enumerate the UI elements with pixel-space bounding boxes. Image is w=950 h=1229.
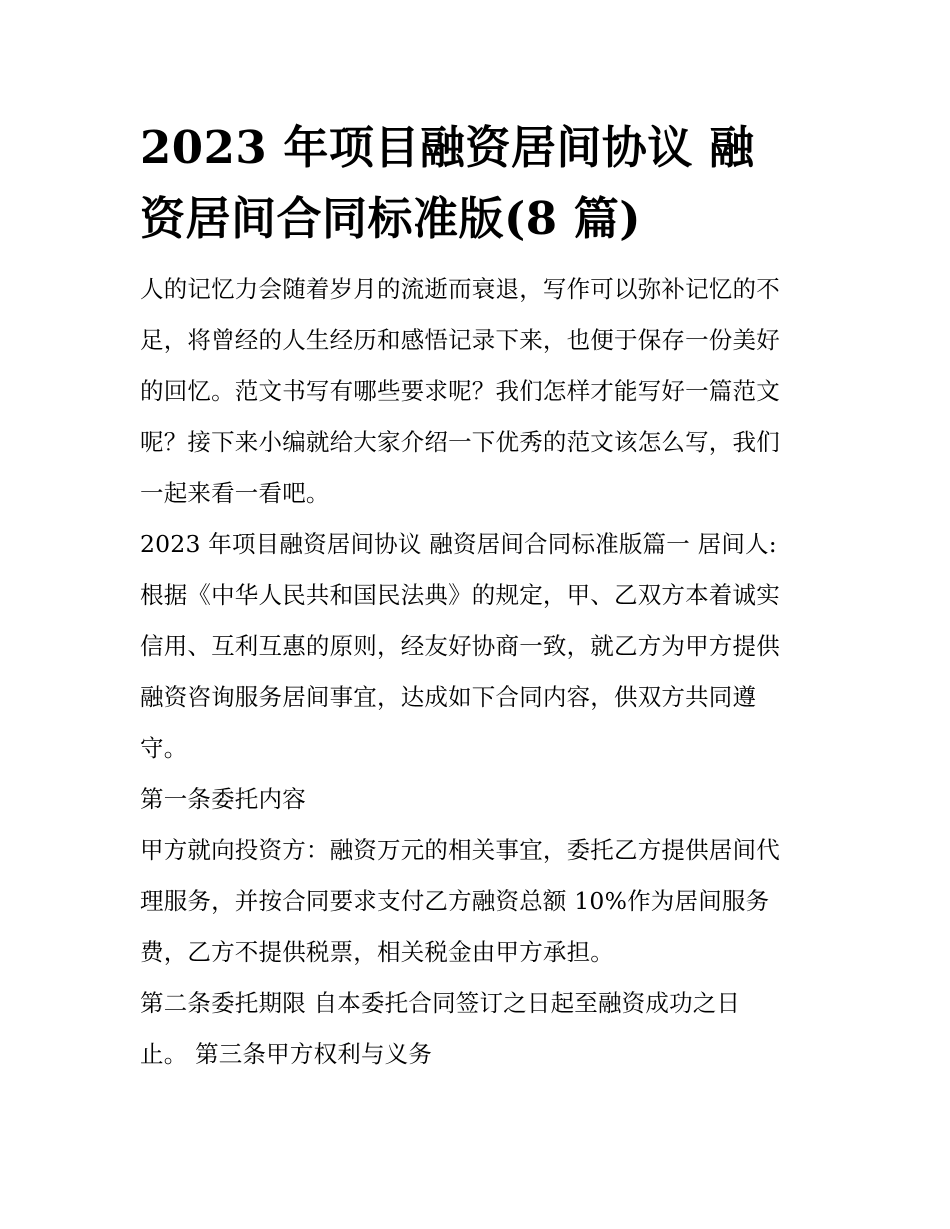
text-line: 的回忆。范文书写有哪些要求呢？我们怎样才能写好一篇范文	[140, 377, 780, 405]
text-line: 融资咨询服务居间事宜，达成如下合同内容，供双方共同遵	[140, 683, 757, 711]
text-line: 费，乙方不提供税票，相关税金由甲方承担。	[140, 938, 614, 966]
text-line: 一起来看一看吧。	[140, 479, 330, 507]
article-one-heading	[140, 774, 820, 825]
text-line: 人的记忆力会随着岁月的流逝而衰退，写作可以弥补记忆的不	[140, 275, 780, 303]
title-line: 2023 年项目融资居间协议 融	[140, 121, 755, 174]
text-line: 2023 年项目融资居间协议 融资居间合同标准版篇一 居间人:	[140, 530, 777, 558]
title-line: 资居间合同标准版(8 篇)	[140, 192, 642, 245]
article-two-three-paragraph	[140, 978, 820, 1080]
text-line: 足，将曾经的人生经历和感悟记录下来，也便于保存一份美好	[140, 326, 780, 354]
text-line: 守。	[140, 734, 188, 762]
text-line: 第二条委托期限 自本委托合同签订之日起至融资成功之日	[140, 989, 741, 1017]
intro-paragraph	[140, 264, 820, 519]
text-line: 理服务，并按合同要求支付乙方融资总额 10%作为居间服务	[140, 887, 770, 915]
document-body	[140, 112, 820, 1080]
text-line: 止。 第三条甲方权利与义务	[140, 1040, 433, 1068]
article-one-paragraph	[140, 825, 820, 978]
text-line: 呢？接下来小编就给大家介绍一下优秀的范文该怎么写，我们	[140, 428, 780, 456]
text-line: 甲方就向投资方：融资万元的相关事宜，委托乙方提供居间代	[140, 836, 780, 864]
text-line: 信用、互利互惠的原则，经友好协商一致，就乙方为甲方提供	[140, 632, 780, 660]
agreement-preamble-paragraph	[140, 519, 820, 774]
text-line: 第一条委托内容	[140, 785, 306, 813]
text-line: 根据《中华人民共和国民法典》的规定，甲、乙双方本着诚实	[140, 581, 780, 609]
document-title	[140, 112, 820, 254]
